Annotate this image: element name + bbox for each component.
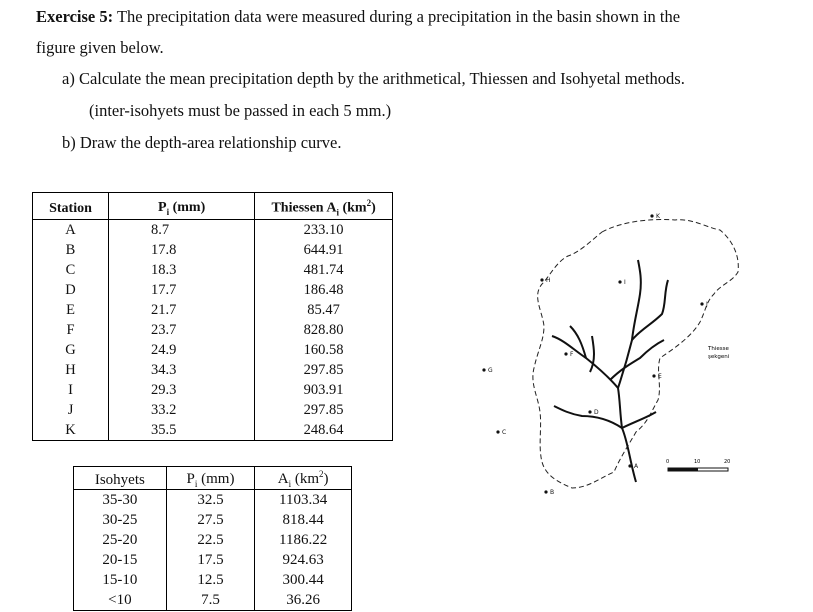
cell-a: 300.44 — [255, 570, 352, 590]
station-label-b: B — [550, 489, 555, 496]
table-row — [33, 420, 393, 441]
cell-a: 828.80 — [255, 320, 393, 340]
table-row — [33, 240, 393, 260]
table-row — [74, 570, 352, 590]
cell-a: 818.44 — [255, 510, 352, 530]
station-marker-e — [652, 374, 655, 377]
cell-a: 233.10 — [255, 220, 393, 241]
scale-20: 20 — [724, 459, 731, 465]
cell-p: 12.5 — [166, 570, 255, 590]
item-a: a) Calculate the mean precipitation depth by the arithmetical, Thiessen and Isohyetal methods. — [62, 69, 685, 88]
cell-a: 644.91 — [255, 240, 393, 260]
station-marker-d — [588, 410, 591, 413]
cell-p: 18.3 — [109, 260, 255, 280]
cell-a: 297.85 — [255, 360, 393, 380]
table-row — [33, 300, 393, 320]
station-label-h: H — [546, 277, 551, 284]
cell-station: H — [33, 360, 109, 380]
table-row — [33, 320, 393, 340]
table-row — [33, 280, 393, 300]
cell-a: 924.63 — [255, 550, 352, 570]
cell-range: 15-10 — [74, 570, 167, 590]
cell-p: 8.7 — [109, 220, 255, 241]
cell-station: K — [33, 420, 109, 441]
station-label-a: A — [634, 463, 639, 470]
cell-p: 17.8 — [109, 240, 255, 260]
table-row — [33, 220, 393, 241]
table-row — [74, 530, 352, 550]
station-marker-f — [564, 352, 567, 355]
cell-p: 34.3 — [109, 360, 255, 380]
cell-a: 160.58 — [255, 340, 393, 360]
table-row — [74, 510, 352, 530]
header-iso-precip: $P_i$ (mm) — [166, 467, 255, 490]
cell-station: F — [33, 320, 109, 340]
station-marker-b — [544, 490, 547, 493]
cell-a: 297.85 — [255, 400, 393, 420]
cell-a: 248.64 — [255, 420, 393, 441]
header-thiessen: Thiessen $A_i$ $(km^2)$ — [255, 193, 393, 220]
station-marker-g — [482, 368, 485, 371]
station-marker-k — [650, 214, 653, 217]
cell-range: <10 — [74, 590, 167, 611]
cell-a: 1103.34 — [255, 490, 352, 511]
table-row — [33, 380, 393, 400]
station-label-j: J — [706, 301, 708, 308]
cell-a: 481.74 — [255, 260, 393, 280]
station-marker-c — [496, 430, 499, 433]
cell-station: B — [33, 240, 109, 260]
exercise-label: Exercise 5: — [36, 7, 114, 26]
cell-a: 903.91 — [255, 380, 393, 400]
cell-station: D — [33, 280, 109, 300]
legend-line1: Thiesse — [708, 346, 729, 352]
station-label-c: C — [502, 429, 507, 436]
basin-map — [470, 200, 813, 510]
cell-a: 36.26 — [255, 590, 352, 611]
station-label-f: F — [570, 351, 574, 358]
cell-p: 27.5 — [166, 510, 255, 530]
table-row — [74, 590, 352, 611]
table-row — [33, 360, 393, 380]
cell-p: 33.2 — [109, 400, 255, 420]
table-row — [33, 400, 393, 420]
cell-p: 21.7 — [109, 300, 255, 320]
cell-a: 1186.22 — [255, 530, 352, 550]
header-precip: $P_i$ (mm) — [109, 193, 255, 220]
river-network — [552, 260, 668, 482]
cell-p: 32.5 — [166, 490, 255, 511]
cell-p: 7.5 — [166, 590, 255, 611]
cell-range: 25-20 — [74, 530, 167, 550]
item-a-note: (inter-isohyets must be passed in each 5 mm.) — [89, 101, 392, 120]
table-row — [33, 260, 393, 280]
cell-p: 35.5 — [109, 420, 255, 441]
exercise-text-cont: figure given below. — [36, 38, 164, 57]
station-table — [32, 192, 393, 441]
cell-a: 186.48 — [255, 280, 393, 300]
header-iso-area: $A_i$ $(km^2)$ — [255, 467, 352, 490]
station-label-g: G — [488, 367, 493, 374]
header-station: Station — [33, 193, 109, 220]
exercise-heading — [36, 7, 680, 27]
cell-p: 24.9 — [109, 340, 255, 360]
item-b: b) Draw the depth-area relationship curve. — [62, 133, 342, 152]
cell-p: 22.5 — [166, 530, 255, 550]
legend-line2: şekgeni — [708, 354, 730, 360]
cell-range: 30-25 — [74, 510, 167, 530]
table-row — [74, 550, 352, 570]
cell-station: G — [33, 340, 109, 360]
station-label-i: I — [624, 279, 626, 286]
cell-p: 17.7 — [109, 280, 255, 300]
cell-p: 17.5 — [166, 550, 255, 570]
table-row — [33, 340, 393, 360]
cell-p: 23.7 — [109, 320, 255, 340]
station-table-header — [33, 193, 393, 220]
station-marker-h — [540, 278, 543, 281]
isohyet-table-header — [74, 467, 352, 490]
scale-10: 10 — [694, 459, 701, 465]
station-label-e: E — [658, 373, 662, 380]
exercise-text: The precipitation data were measured during a precipitation in the basin shown in the — [113, 7, 681, 26]
station-marker-a — [628, 464, 631, 467]
cell-station: E — [33, 300, 109, 320]
scale-bar — [666, 459, 730, 471]
cell-station: J — [33, 400, 109, 420]
cell-range: 20-15 — [74, 550, 167, 570]
isohyet-table — [73, 466, 352, 611]
station-marker-i — [618, 280, 621, 283]
cell-range: 35-30 — [74, 490, 167, 511]
cell-station: I — [33, 380, 109, 400]
cell-a: 85.47 — [255, 300, 393, 320]
table-row — [74, 490, 352, 511]
station-marker-j — [700, 302, 703, 305]
scale-0: 0 — [666, 459, 670, 465]
header-isohyets: Isohyets — [74, 467, 167, 490]
station-label-k: K — [656, 213, 660, 220]
cell-station: A — [33, 220, 109, 241]
cell-station: C — [33, 260, 109, 280]
station-label-d: D — [594, 409, 599, 416]
cell-p: 29.3 — [109, 380, 255, 400]
